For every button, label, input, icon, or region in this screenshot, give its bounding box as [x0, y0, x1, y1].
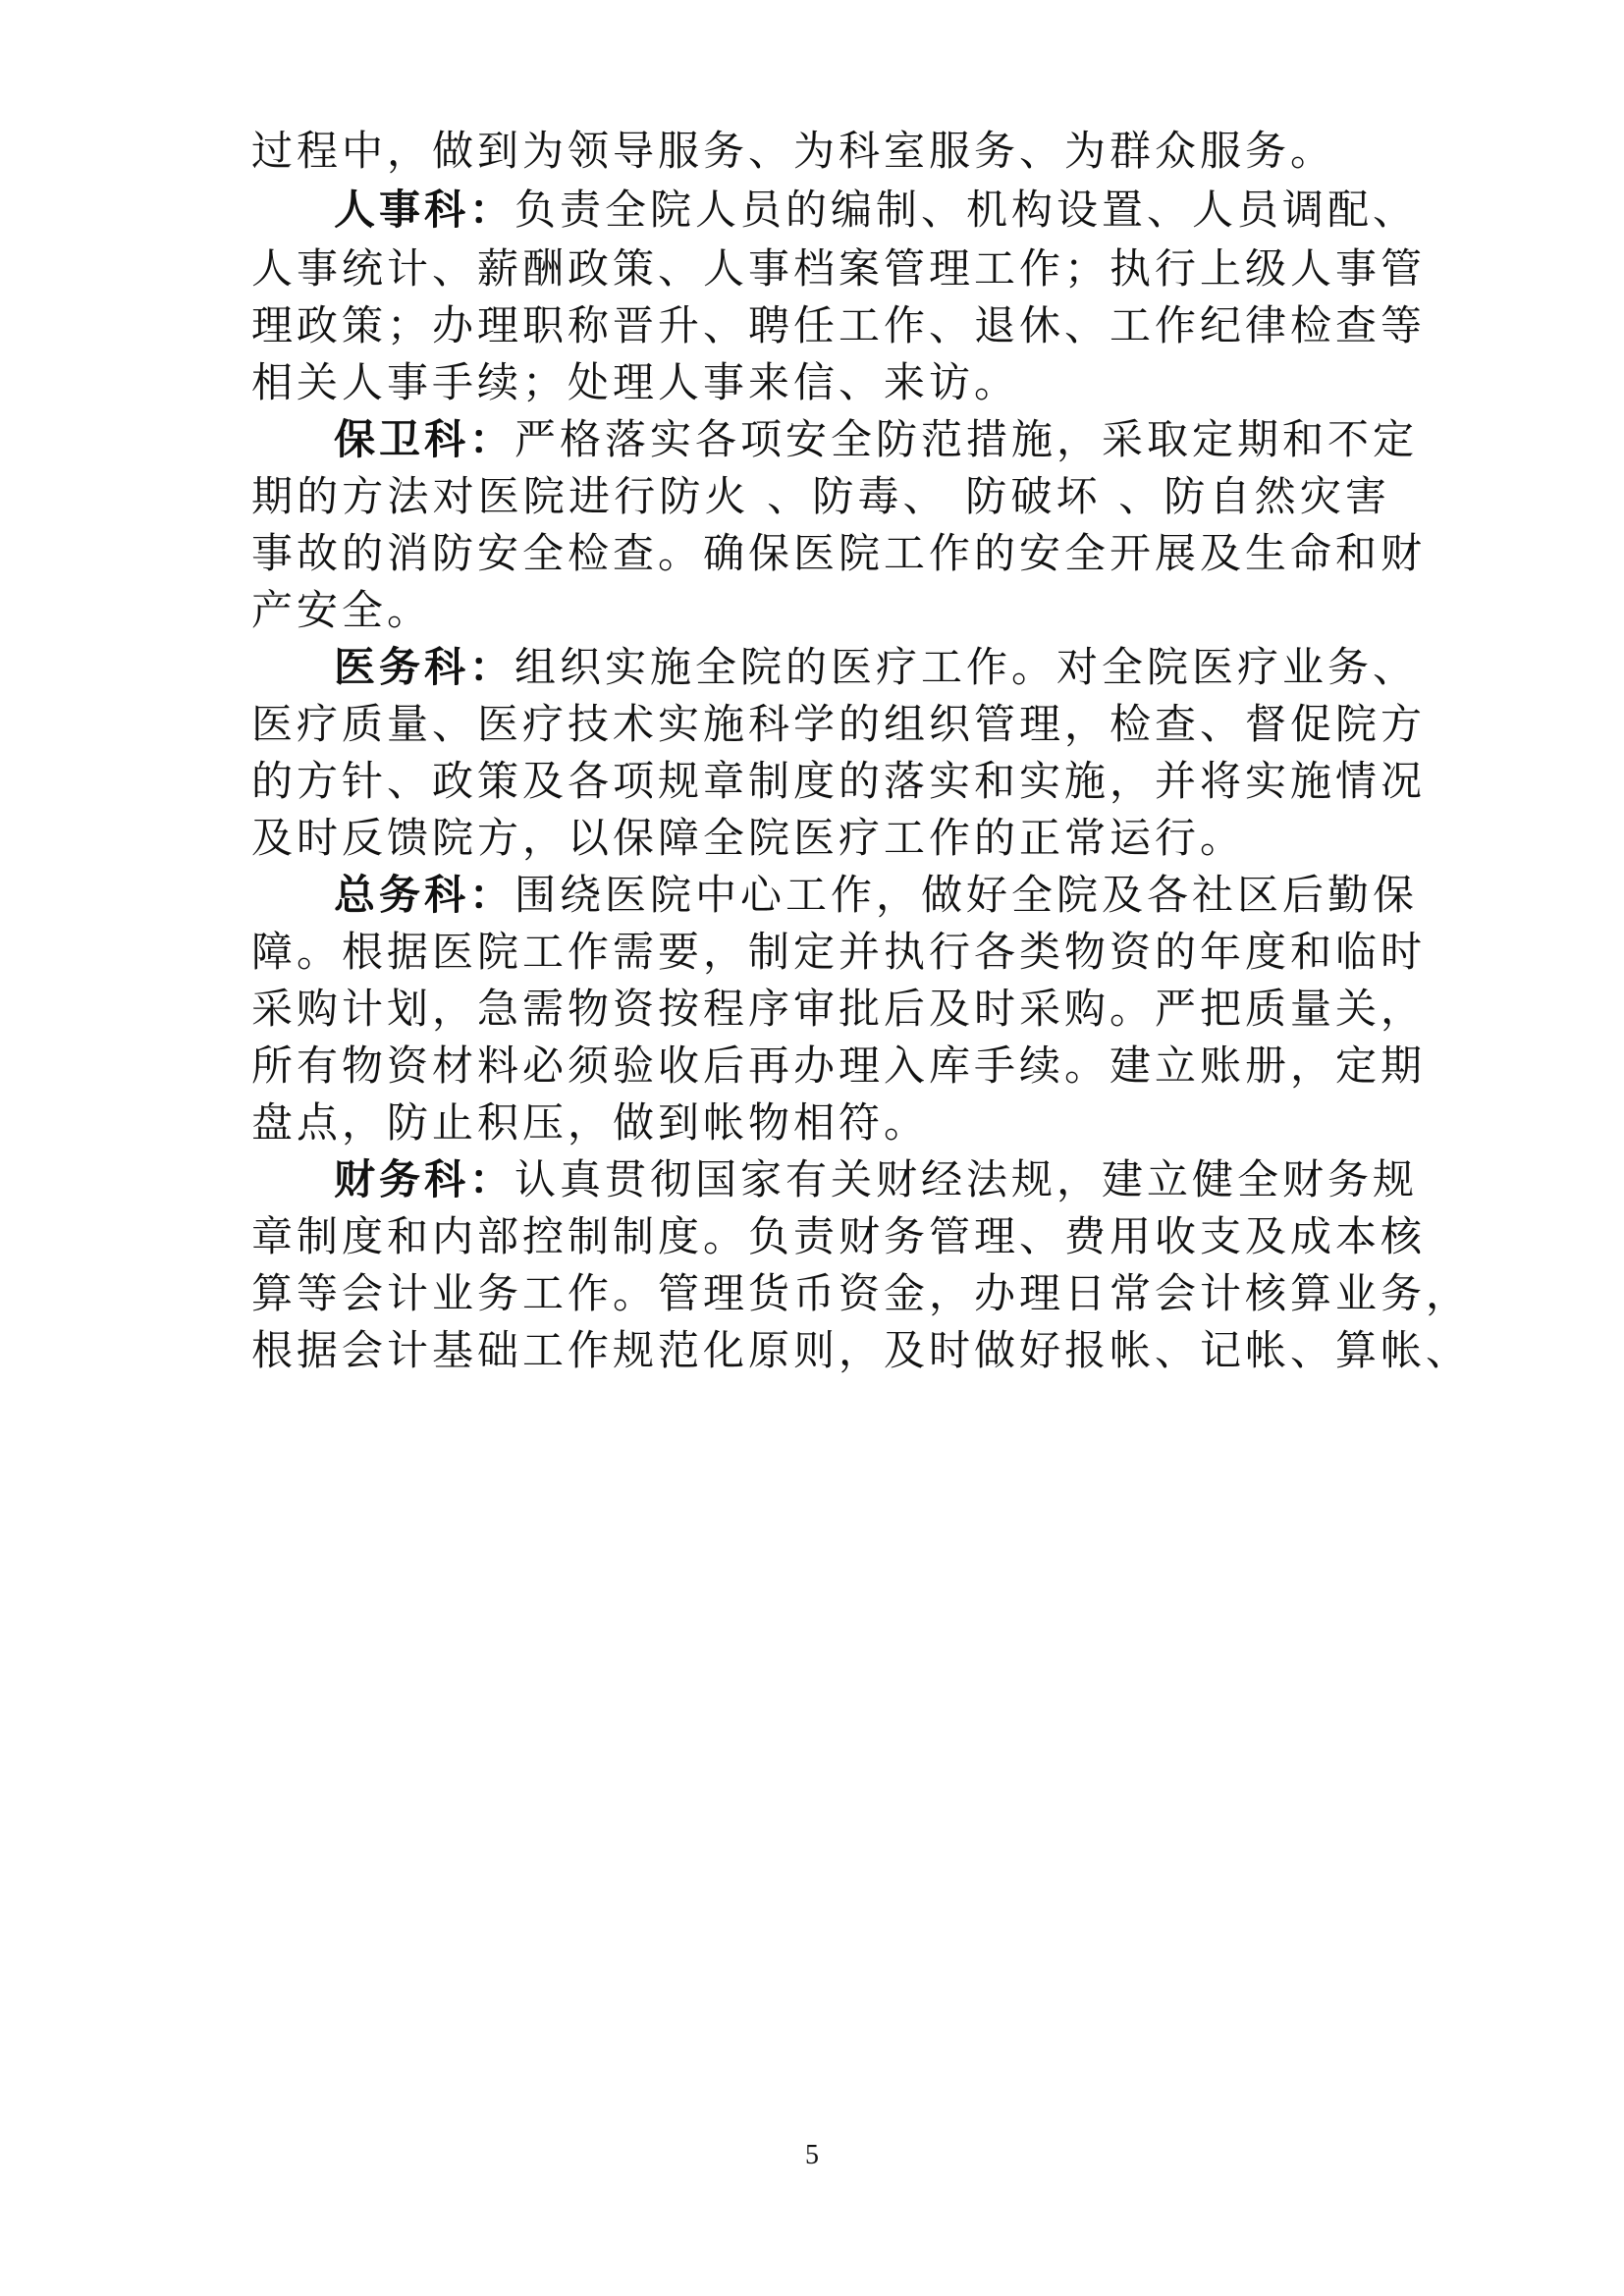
paragraph-line: 章制度和内部控制制度。负责财务管理、费用收支及成本核 — [251, 1212, 1427, 1260]
intro-tail-line: 过程中，做到为领导服务、为科室服务、为群众服务。 — [251, 127, 1336, 175]
paragraph-line: 根据会计基础工作规范化原则，及时做好报帐、记帐、算帐、 — [251, 1326, 1472, 1374]
section-heading-finance: 财务科： — [334, 1155, 515, 1203]
paragraph-line: 人事统计、薪酬政策、人事档案管理工作；执行上级人事管 — [251, 244, 1427, 293]
paragraph-text: 严格落实各项安全防范措施，采取定期和不定 — [514, 415, 1419, 463]
section-personnel-first-line — [334, 181, 1419, 240]
paragraph-line: 及时反馈院方，以保障全院医疗工作的正常运行。 — [251, 814, 1246, 862]
paragraph-line: 产安全。 — [251, 586, 433, 634]
page-number: 5 — [805, 2140, 819, 2170]
paragraph-line: 障。根据医院工作需要，制定并执行各类物资的年度和临时 — [251, 928, 1427, 976]
paragraph-text: 认真贯彻国家有关财经法规，建立健全财务规 — [514, 1155, 1419, 1203]
section-heading-personnel: 人事科： — [334, 186, 515, 234]
section-general-affairs-first-line — [334, 866, 1419, 925]
section-heading-security: 保卫科： — [334, 415, 515, 463]
paragraph-line: 事故的消防安全检查。确保医院工作的安全开展及生命和财 — [251, 529, 1427, 577]
paragraph-line: 相关人事手续；处理人事来信、来访。 — [251, 358, 1020, 406]
paragraph-text: 围绕医院中心工作，做好全院及各社区后勤保 — [514, 871, 1419, 919]
paragraph-line: 的方针、政策及各项规章制度的落实和实施，并将实施情况 — [251, 757, 1427, 805]
paragraph-line: 盘点，防止积压，做到帐物相符。 — [251, 1098, 930, 1147]
section-heading-medical: 医务科： — [334, 643, 515, 691]
paragraph-text: 组织实施全院的医疗工作。对全院医疗业务、 — [514, 643, 1419, 691]
paragraph-line: 期的方法对医院进行防火 、防毒、 防破坏 、防自然灾害 — [251, 472, 1390, 520]
paragraph-line: 采购计划，急需物资按程序审批后及时采购。严把质量关， — [251, 985, 1427, 1033]
paragraph-line: 算等会计业务工作。管理货币资金，办理日常会计核算业务， — [251, 1269, 1472, 1317]
section-security-first-line — [334, 410, 1419, 469]
paragraph-line: 医疗质量、医疗技术实施科学的组织管理，检查、督促院方 — [251, 700, 1427, 748]
paragraph-line: 所有物资材料必须验收后再办理入库手续。建立账册，定期 — [251, 1041, 1427, 1090]
section-medical-first-line — [334, 638, 1419, 697]
section-finance-first-line — [334, 1150, 1419, 1209]
paragraph-text: 负责全院人员的编制、机构设置、人员调配、 — [514, 186, 1419, 234]
section-heading-general-affairs: 总务科： — [334, 871, 515, 919]
paragraph-line: 理政策；办理职称晋升、聘任工作、退休、工作纪律检查等 — [251, 301, 1427, 349]
